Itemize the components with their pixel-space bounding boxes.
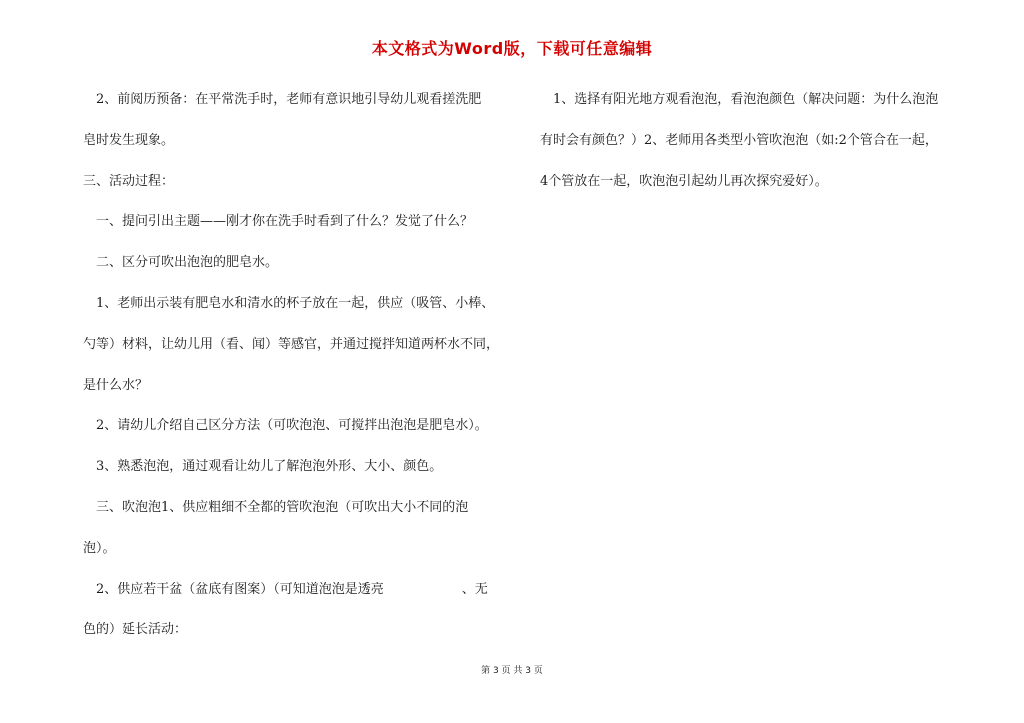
paragraph-line: 2、供应若干盆（盆底有图案）（可知道泡泡是透亮 、无: [96, 581, 488, 597]
paragraph-line: 三、活动过程：: [83, 173, 175, 189]
paragraph-line: 皂时发生现象。: [83, 132, 175, 148]
paragraph-line: 1、选择有阳光地方观看泡泡，看泡泡颜色（解决问题：为什么泡泡: [553, 92, 939, 107]
paragraph-line: 勺等）材料，让幼儿用（看、闻）等感官，并通过搅拌知道两杯水不同，: [83, 336, 500, 352]
right-text-column: [540, 80, 965, 202]
paragraph-line: 4个管放在一起，吹泡泡引起幼儿再次探究爱好）。: [540, 173, 828, 189]
paragraph-line: 三、吹泡泡1、供应粗细不全都的管吹泡泡（可吹出大小不同的泡: [96, 499, 469, 515]
paragraph-line: 是什么水？: [83, 377, 149, 393]
paragraph-line: 2、前阅历预备：在平常洗手时，老师有意识地引导幼儿观看搓洗肥: [96, 92, 482, 107]
paragraph-line: 有时会有颜色？）2、老师用各类型小管吹泡泡（如:2个管合在一起，: [540, 132, 938, 148]
document-banner: 本文格式为Word版，下载可任意编辑: [371, 39, 653, 58]
left-text-column: [83, 80, 513, 651]
paragraph-line: 1、老师出示装有肥皂水和清水的杯子放在一起，供应（吸管、小棒、: [96, 295, 495, 311]
paragraph-line: 色的）延长活动：: [83, 622, 188, 638]
paragraph-line: 二、区分可吹出泡泡的肥皂水。: [96, 255, 279, 271]
paragraph-line: 2、请幼儿介绍自己区分方法（可吹泡泡、可搅拌出泡泡是肥皂水）。: [96, 418, 488, 434]
paragraph-line: 一、提问引出主题——刚才你在洗手时看到了什么？发觉了什么？: [96, 214, 474, 230]
paragraph-line: 泡）。: [83, 540, 116, 556]
paragraph-line: 3、熟悉泡泡，通过观看让幼儿了解泡泡外形、大小、颜色。: [96, 459, 443, 475]
page-footer: 第 3 页 共 3 页: [481, 666, 543, 676]
